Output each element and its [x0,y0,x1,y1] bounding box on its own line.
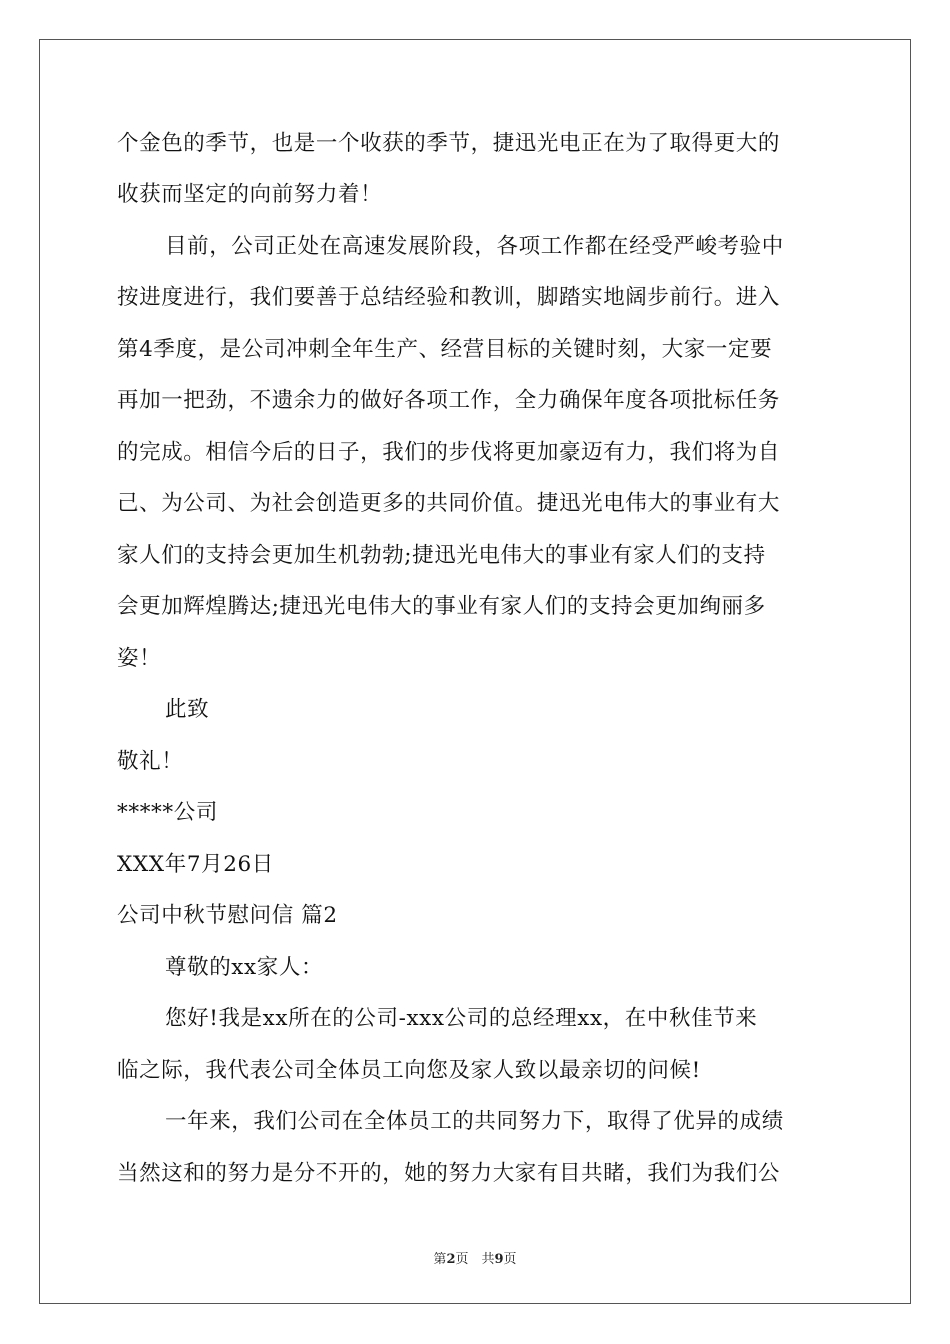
text-line-9: 家人们的支持会更加生机勃勃;捷迅光电伟大的事业有家人们的支持 [117,543,766,568]
text-line-18: 您好!我是xx所在的公司-xxx公司的总经理xx，在中秋佳节来 [165,1006,758,1031]
text-line-8: 己、为公司、为社会创造更多的共同价值。捷迅光电伟大的事业有大 [117,491,781,516]
footer-prefix: 第 [433,1252,447,1267]
closing-regards: 敬礼！ [117,749,184,774]
text-line-19: 临之际，我代表公司全体员工向您及家人致以最亲切的问候! [117,1058,701,1083]
signature-company: *****公司 [117,800,218,825]
section-heading: 公司中秋节慰问信 篇2 [117,903,338,928]
text-line-20: 一年来，我们公司在全体员工的共同努力下，取得了优异的成绩 [165,1109,784,1134]
page-footer [0,1248,950,1267]
text-line-2: 收获而坚定的向前努力着！ [117,182,383,207]
footer-suffix: 页 [503,1252,517,1267]
text-line-3: 目前，公司正处在高速发展阶段，各项工作都在经受严峻考验中 [165,234,784,259]
total-page-number: 9 [494,1252,504,1267]
text-line-11: 姿！ [117,646,162,671]
text-line-4: 按进度进行，我们要善于总结经验和教训，脚踏实地阔步前行。进入 [117,285,781,310]
text-line-6: 再加一把劲，不遗余力的做好各项工作，全力确保年度各项批标任务 [117,388,781,413]
text-line-21: 当然这和的努力是分不开的，她的努力大家有目共睹，我们为我们公 [117,1161,781,1186]
closing-salutation: 此致 [165,697,210,722]
text-line-1: 个金色的季节，也是一个收获的季节，捷迅光电正在为了取得更大的 [117,131,781,156]
text-line-5: 第4季度，是公司冲刺全年生产、经营目标的关键时刻，大家一定要 [117,337,773,362]
signature-date: XXX年7月26日 [117,852,274,877]
text-line-7: 的完成。相信今后的日子，我们的步伐将更加豪迈有力，我们将为自 [117,440,781,465]
greeting-line: 尊敬的xx家人： [165,955,324,980]
text-line-10: 会更加辉煌腾达;捷迅光电伟大的事业有家人们的支持会更加绚丽多 [117,594,766,619]
current-page-number: 2 [446,1252,456,1267]
footer-middle: 页 共 [455,1252,495,1267]
